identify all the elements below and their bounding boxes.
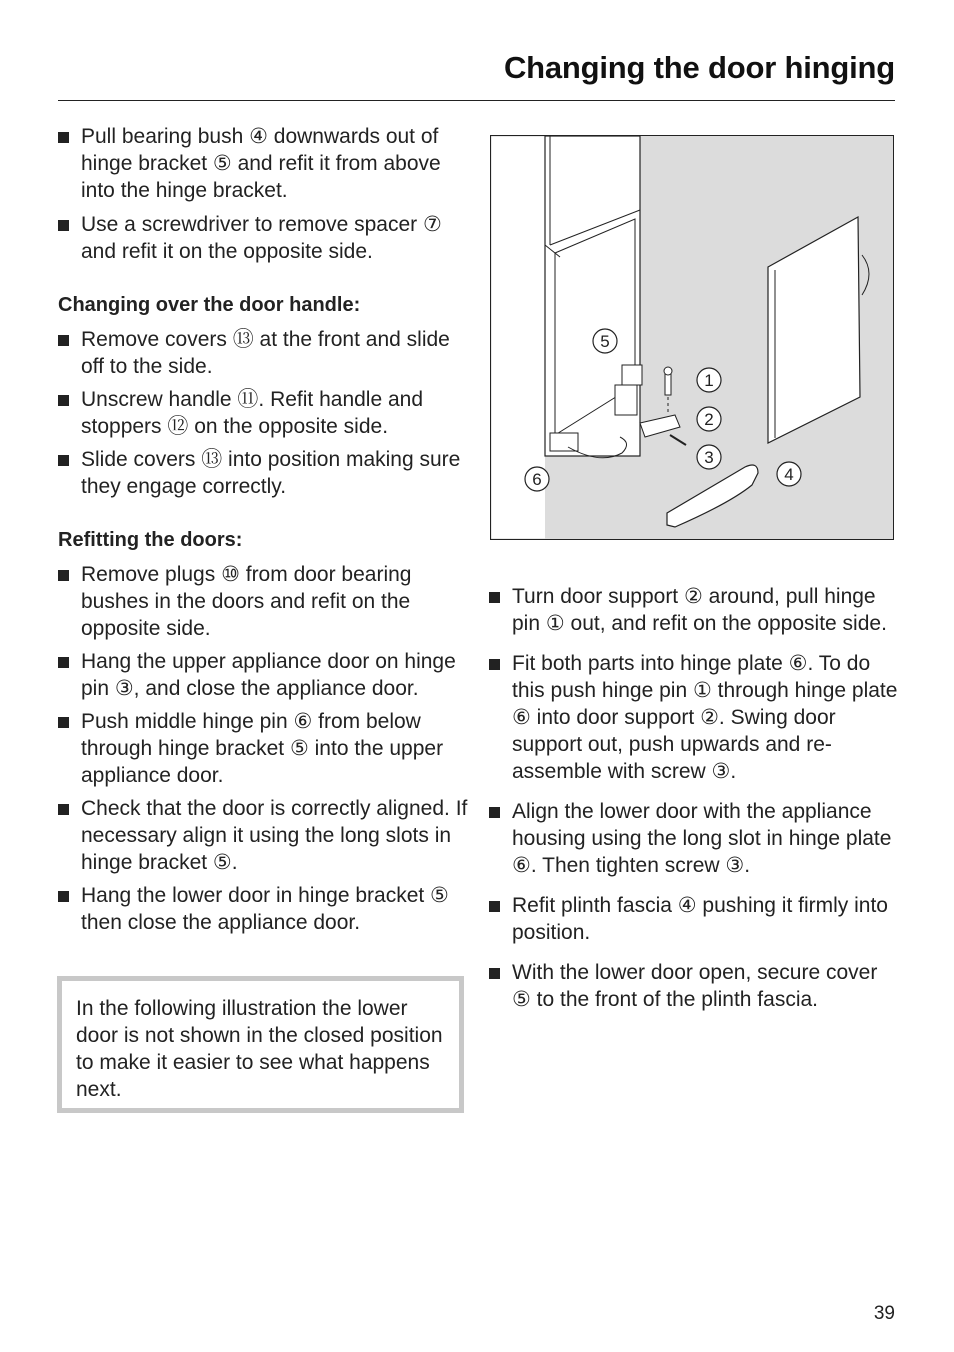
callout-label: 5 (600, 332, 610, 351)
list-item (58, 561, 468, 642)
list-item-text: Hang the lower door in hinge bracket ⑤ then close the appliance door. (81, 884, 449, 934)
section-heading: Changing over the door handle: (58, 294, 361, 316)
title-rule (58, 100, 895, 101)
bullet-icon (58, 335, 69, 346)
bullet-icon (58, 132, 69, 143)
callout-3 (697, 445, 721, 469)
bullet-icon (489, 807, 500, 818)
list-item (489, 892, 899, 946)
section-heading: Refitting the doors: (58, 529, 243, 551)
bullet-icon (58, 395, 69, 406)
callout-5 (593, 329, 617, 353)
hinge-illustration (490, 135, 894, 540)
callout-label: 4 (784, 465, 794, 484)
list-item-text: Pull bearing bush ④ downwards out of hinge bracket ⑤ and refit it from above into the hinge bracket. (81, 125, 441, 202)
callout-4 (777, 462, 801, 486)
list-item-text: With the lower door open, secure cover ⑤ to the front of the plinth fascia. (512, 961, 878, 1011)
note-text: In the following illustration the lower door is not shown in the closed position to make it easier to see what happens next. (76, 997, 443, 1101)
list-item-text: Remove plugs ⑩ from door bearing bushes in the doors and refit on the opposite side. (81, 563, 412, 640)
callout-1 (697, 368, 721, 392)
bullet-icon (58, 804, 69, 815)
callout-6 (525, 467, 549, 491)
list-item (58, 708, 468, 789)
list-item-text: Check that the door is correctly aligned. If necessary align it using the long slots in hinge bracket ⑤. (81, 797, 468, 874)
bullet-icon (58, 657, 69, 668)
list-item (489, 959, 899, 1013)
list-item (58, 211, 468, 265)
list-item (58, 326, 468, 380)
list-item-text: Fit both parts into hinge plate ⑥. To do this push hinge pin ① through hinge plate ⑥ into door support ②. Swing door support out, push upwards and re-assemble with screw ③. (512, 652, 898, 783)
list-item-text: Push middle hinge pin ⑥ from below through hinge bracket ⑤ into the upper appliance door. (81, 710, 444, 787)
note-box (57, 976, 464, 1113)
callout-label: 3 (704, 448, 714, 467)
bullet-icon (58, 220, 69, 231)
page-title: Changing the door hinging (503, 50, 895, 85)
bullet-icon (489, 592, 500, 603)
list-item-text: Remove covers ⑬ at the front and slide off to the side. (81, 328, 450, 378)
page-number: 39 (873, 1303, 895, 1324)
callout-2 (697, 407, 721, 431)
list-item (58, 882, 468, 936)
bullet-icon (489, 659, 500, 670)
callout-label: 2 (704, 410, 714, 429)
callout-label: 6 (532, 470, 542, 489)
bullet-icon (58, 455, 69, 466)
bullet-icon (489, 901, 500, 912)
bullet-icon (489, 968, 500, 979)
left-column (58, 123, 468, 936)
list-item (58, 446, 468, 500)
list-item (489, 798, 899, 879)
bullet-icon (58, 891, 69, 902)
list-item (58, 123, 468, 204)
list-item-text: Slide covers ⑬ into position making sure they engage correctly. (81, 448, 461, 498)
list-item-text: Turn door support ② around, pull hinge pin ① out, and refit on the opposite side. (512, 585, 887, 635)
list-item (58, 795, 468, 876)
bullet-icon (58, 717, 69, 728)
list-item-text: Refit plinth fascia ④ pushing it firmly into position. (512, 894, 888, 944)
list-item-text: Hang the upper appliance door on hinge pin ③, and close the appliance door. (81, 650, 456, 700)
list-item (489, 583, 899, 637)
list-item (58, 386, 468, 440)
bullet-icon (58, 570, 69, 581)
list-item-text: Unscrew handle ⑪. Refit handle and stoppers ⑫ on the opposite side. (81, 388, 424, 438)
list-item (489, 650, 899, 785)
list-item-text: Align the lower door with the appliance housing using the long slot in hinge plate ⑥. Then tighten screw ③. (512, 800, 892, 877)
right-column (489, 583, 899, 1013)
callout-label: 1 (704, 371, 714, 390)
list-item (58, 648, 468, 702)
list-item-text: Use a screwdriver to remove spacer ⑦ and refit it on the opposite side. (81, 213, 442, 263)
